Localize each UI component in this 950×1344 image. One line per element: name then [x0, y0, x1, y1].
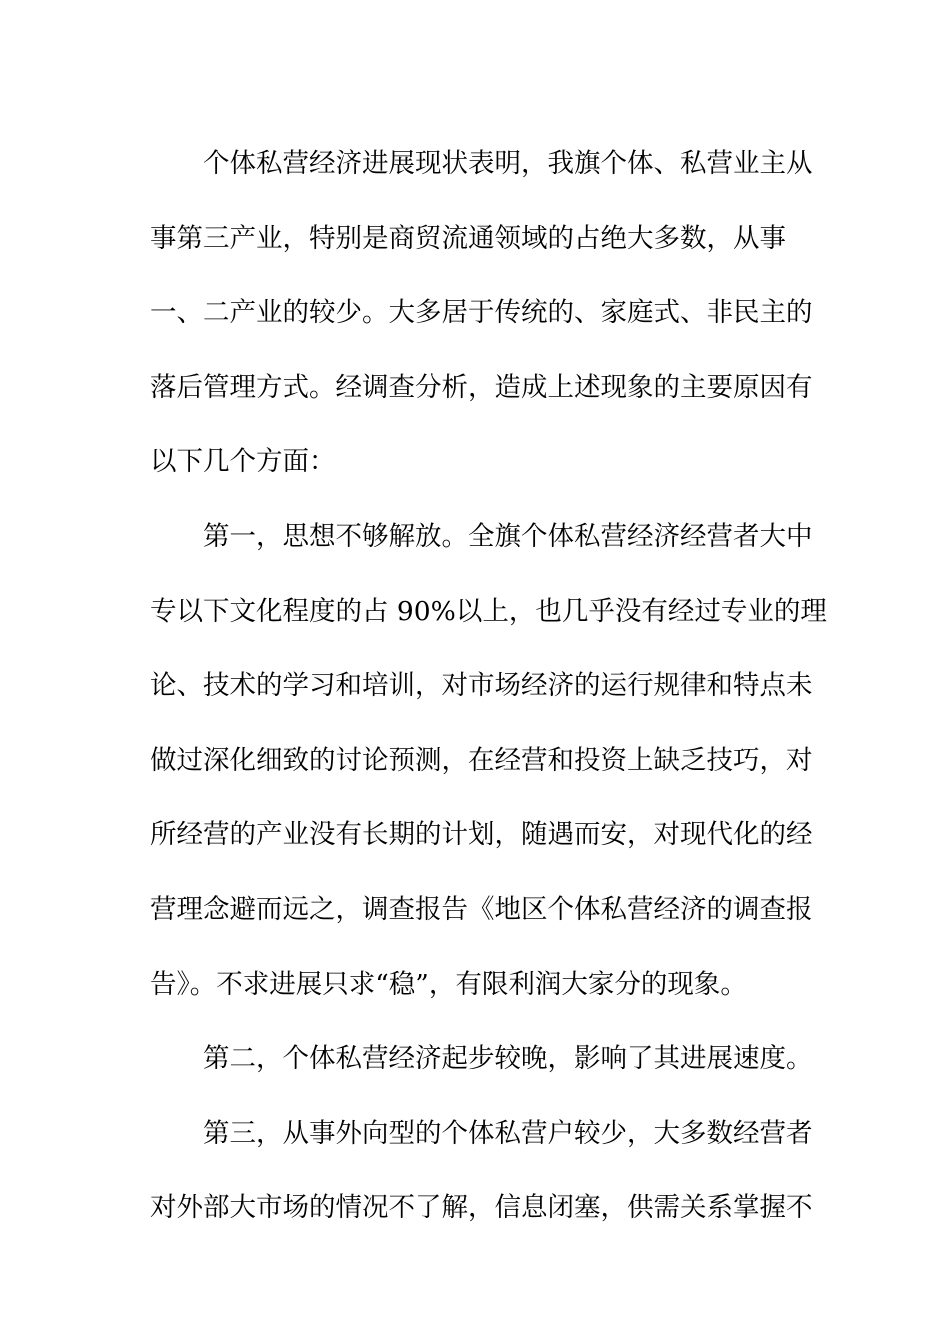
body-text [150, 127, 827, 1246]
paragraph-2-line-3: 论、技术的学习和培训，对市场经济的运行规律和特点未 [150, 670, 813, 702]
paragraph-2-line-1: 第一，思想不够解放。全旗个体私营经济经营者大中 [203, 520, 813, 552]
paragraph-2-line-5: 所经营的产业没有长期的计划，随遇而安，对现代化的经 [150, 819, 813, 851]
paragraph-2-line-7: 告》。不求进展只求“稳”，有限利润大家分的现象。 [150, 968, 747, 1000]
paragraph-1-line-5: 以下几个方面： [150, 446, 336, 478]
paragraph-1-line-2: 事第三产业，特别是商贸流通领域的占绝大多数，从事 [150, 222, 786, 254]
paragraph-1-line-4: 落后管理方式。经调查分析，造成上述现象的主要原因有 [150, 371, 813, 403]
paragraph-2-line-6: 营理念避而远之，调查报告《地区个体私营经济的调查报 [150, 893, 813, 925]
paragraph-3-line-1: 第二，个体私营经济起步较晚，影响了其进展速度。 [203, 1043, 813, 1075]
paragraph-2-line-4: 做过深化细致的讨论预测，在经营和投资上缺乏技巧，对 [150, 744, 813, 776]
paragraph-1-line-3: 一、二产业的较少。大多居于传统的、家庭式、非民主的 [150, 297, 813, 329]
paragraph-1-line-1: 个体私营经济进展现状表明，我旗个体、私营业主从 [203, 148, 813, 179]
paragraph-4-line-2: 对外部大市场的情况不了解，信息闭塞，供需关系掌握不 [150, 1192, 813, 1224]
paragraph-2-line-2: 专以下文化程度的占 90%以上，也几乎没有经过专业的理 [150, 595, 827, 627]
paragraph-4-line-1: 第三，从事外向型的个体私营户较少，大多数经营者 [203, 1117, 813, 1149]
